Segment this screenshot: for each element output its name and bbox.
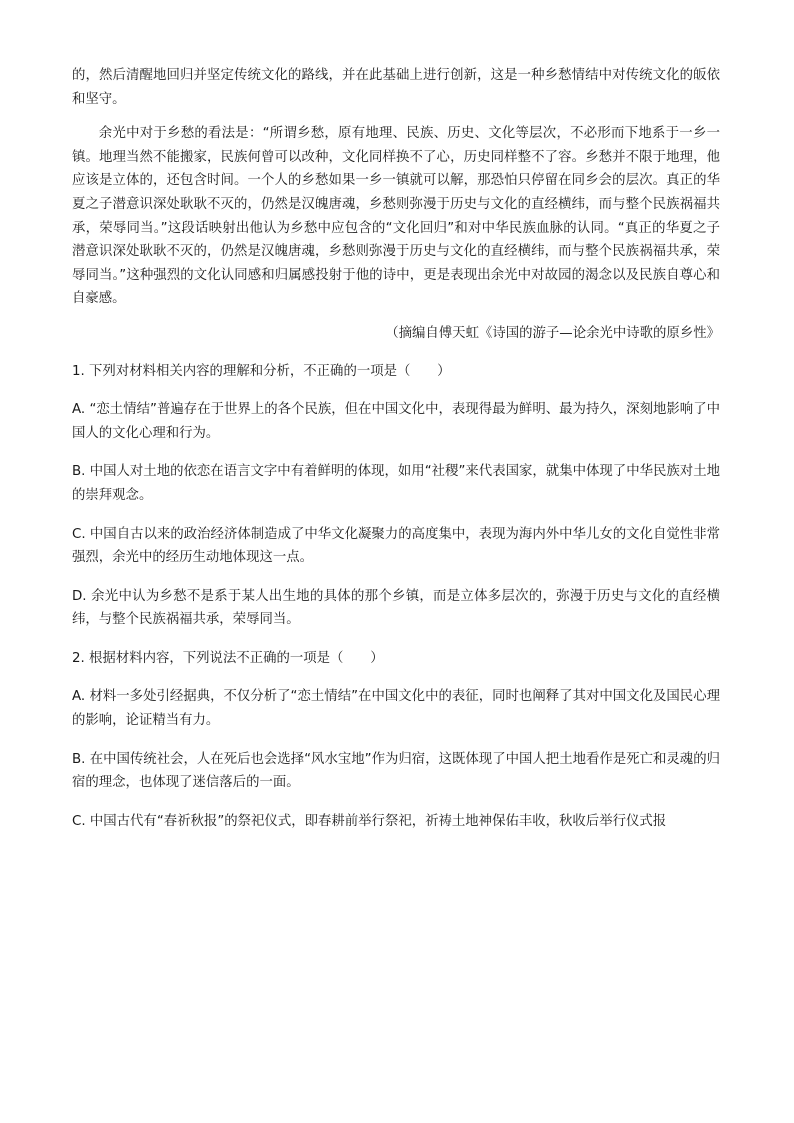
question-option-a: A. 材料一多处引经据典，不仅分析了“恋土情结”在中国文化中的表征，同时也阐释了其对中国文化及国民心理的影响，论证精当有力。 (72, 689, 720, 729)
passage-source-citation: （摘编自傅天虹《诗国的游子—论余光中诗歌的原乡性》 (385, 325, 720, 341)
document-page (72, 64, 720, 848)
passage-paragraph-yu-guangzhong: 余光中对于乡愁的看法是：“所谓乡愁，原有地理、民族、历史、文化等层次，不必形而下地系于一乡一镇。地理当然不能搬家，民族何曾可以改种，文化同样换不了心，历史同样整不了容。乡愁并不限于地理，他应该是立体的，还包含时间。一个人的乡愁如果一乡一镇就可以解，那恐怕只停留在同乡会的层次。真正的华夏之子潜意识深处耿耿不灭的，仍然是汉魄唐魂，乡愁则弥漫于历史与文化的直经横纬，而与整个民族祸福共承，荣辱同当。”这段话映射出他认为乡愁中应包含的“文化回归”和对中华民族血脉的认同。“真正的华夏之子潜意识深处耿耿不灭的，仍然是汉魄唐魂，乡愁则弥漫于历史与文化的直经横纬，而与整个民族祸福共承，荣辱同当。”这种强烈的文化认同感和归属感投射于他的诗中，更是表现出余光中对故园的渴念以及民族自尊心和自豪感。 (72, 126, 720, 307)
question-option-c: C. 中国古代有“春祈秋报”的祭祀仪式，即春耕前举行祭祀，祈祷土地神保佑丰收，秋收后举行仪式报 (72, 813, 667, 829)
question-option-b: B. 在中国传统社会，人在死后也会选择“风水宝地”作为归宿，这既体现了中国人把土地看作是死亡和灵魂的归宿的理念，也体现了迷信落后的一面。 (72, 751, 720, 791)
question-1 (72, 360, 720, 632)
question-option-d: D. 余光中认为乡愁不是系于某人出生地的具体的那个乡镇，而是立体多层次的，弥漫于历史与文化的直经横纬，与整个民族祸福共承，荣辱同当。 (72, 588, 720, 628)
question-option-b: B. 中国人对土地的依恋在语言文字中有着鲜明的体现，如用“社稷”来代表国家，就集中体现了中华民族对土地的崇拜观念。 (72, 464, 720, 503)
question-stem: 2. 根据材料内容，下列说法不正确的一项是（ ） (72, 650, 384, 666)
question-2 (72, 647, 720, 834)
passage-paragraph-continued: 的，然后清醒地回归并坚定传统文化的路线，并在此基础上进行创新，这是一种乡愁情结中对传统文化的皈依和坚守。 (72, 68, 720, 107)
question-option-a: A. “恋土情结”普遍存在于世界上的各个民族，但在中国文化中，表现得最为鲜明、最为持久，深刻地影响了中国人的文化心理和行为。 (72, 402, 720, 441)
question-stem: 1. 下列对材料相关内容的理解和分析，不正确的一项是（ ） (72, 363, 451, 379)
question-option-c: C. 中国自古以来的政治经济体制造成了中华文化凝聚力的高度集中，表现为海内外中华儿女的文化自觉性非常强烈，余光中的经历生动地体现这一点。 (72, 526, 720, 566)
